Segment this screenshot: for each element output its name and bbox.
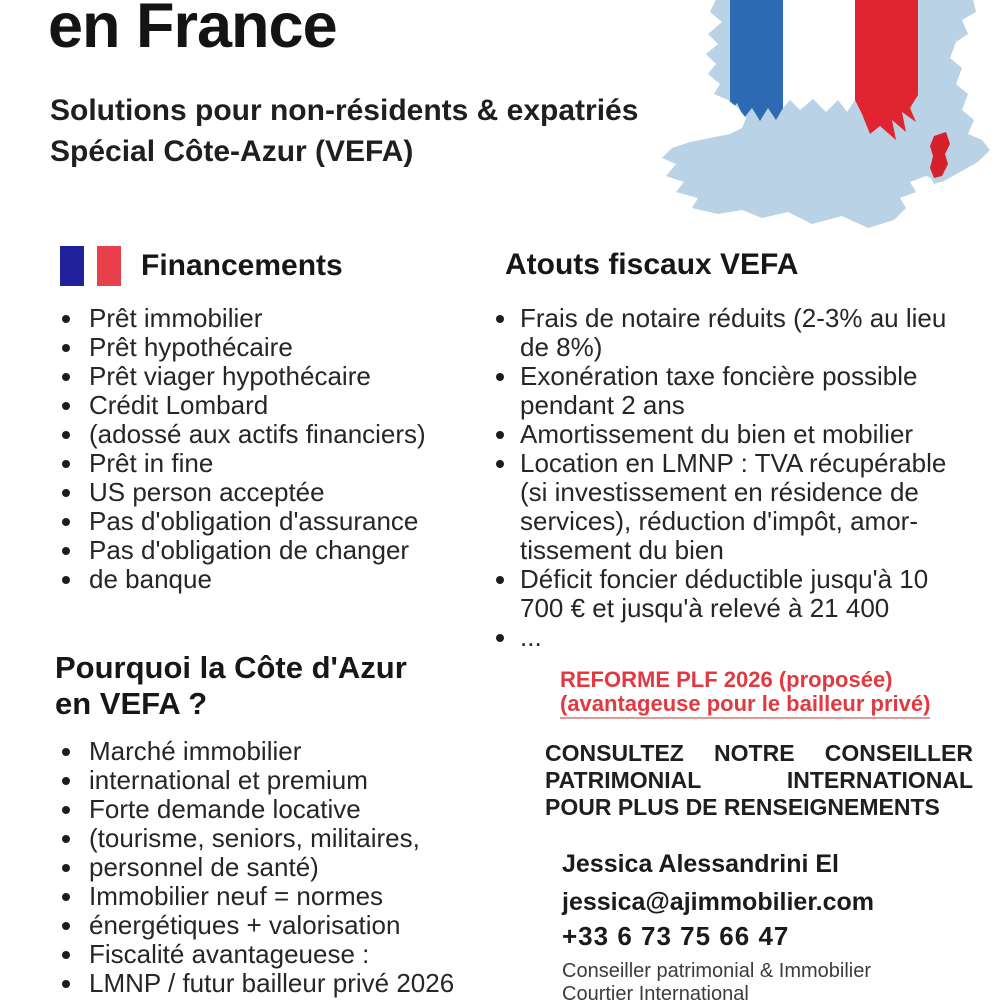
list-item: Déficit foncier déductible jusqu'à 10 700 € et jusqu'à relevé à 21 400	[496, 565, 946, 623]
page-subtitle	[50, 90, 638, 172]
list-item: Prêt in fine	[62, 449, 426, 478]
reforme-line-2: (avantageuse pour le bailleur privé)	[560, 692, 930, 719]
list-item: Immobilier neuf = normes	[62, 882, 454, 911]
atouts-title: Atouts fiscaux VEFA	[505, 248, 799, 281]
list-item: Prêt immobilier	[62, 304, 426, 333]
flag-stripe-blue	[730, 0, 783, 121]
pourquoi-title: Pourquoi la Côte d'Azur en VEFA ?	[55, 650, 407, 721]
flag-blue-band	[60, 246, 84, 286]
list-item: Forte demande locative	[62, 795, 454, 824]
list-item: Exonération taxe foncière possible pendant 2 ans	[496, 362, 946, 420]
contact-email[interactable]: jessica@ajimmobilier.com	[562, 888, 875, 916]
list-item: Pas d'obligation d'assurance	[62, 507, 426, 536]
financements-list	[62, 304, 426, 594]
contact-name: Jessica Alessandrini El	[562, 850, 840, 878]
list-item: (tourisme, seniors, militaires,	[62, 824, 454, 853]
list-item: LMNP / futur bailleur privé 2026	[62, 969, 454, 998]
contact-role-2: Courtier International	[562, 983, 749, 1000]
list-item: Fiscalité avantageuese :	[62, 940, 454, 969]
flag-white-band	[84, 246, 97, 286]
reforme-note	[560, 668, 930, 719]
list-item: Amortissement du bien et mobilier	[496, 420, 946, 449]
contact-block	[562, 850, 874, 1000]
list-item: ...	[496, 623, 946, 652]
subtitle-line-2: Spécial Côte-Azur (VEFA)	[50, 135, 414, 168]
financements-title: Financements	[141, 249, 343, 282]
flag-red-band	[97, 246, 121, 286]
list-item: Crédit Lombard	[62, 391, 426, 420]
list-item: Prêt viager hypothécaire	[62, 362, 426, 391]
list-item: personnel de santé)	[62, 853, 454, 882]
atouts-list	[496, 304, 946, 652]
page-title: en France	[48, 0, 337, 61]
french-flag-icon	[60, 246, 121, 286]
reforme-line-1: REFORME PLF 2026 (proposée)	[560, 667, 893, 692]
contact-role-1: Conseiller patrimonial & Immobilier	[562, 960, 871, 982]
contact-phone[interactable]: +33 6 73 75 66 47	[562, 921, 790, 951]
list-item: Pas d'obligation de changer	[62, 536, 426, 565]
list-item: international et premium	[62, 766, 454, 795]
list-item: Marché immobilier	[62, 737, 454, 766]
list-item: de banque	[62, 565, 426, 594]
france-map-flag-image	[650, 0, 1000, 235]
list-item: Prêt hypothécaire	[62, 333, 426, 362]
list-item: Location en LMNP : TVA récupérable (si investissement en résidence de services), réduction d'impôt, amor- tissement du bien	[496, 449, 946, 565]
flag-stripe-white	[783, 0, 855, 112]
financements-header	[60, 246, 343, 286]
list-item: Frais de notaire réduits (2-3% au lieu de 8%)	[496, 304, 946, 362]
pourquoi-list	[62, 737, 454, 998]
list-item: US person acceptée	[62, 478, 426, 507]
consultez-message: CONSULTEZ NOTRE CONSEILLER PATRIMONIAL INTERNATIONAL POUR PLUS DE RENSEIGNEMENTS	[545, 740, 973, 820]
list-item: (adossé aux actifs financiers)	[62, 420, 426, 449]
subtitle-line-1: Solutions pour non-résidents & expatriés	[50, 94, 639, 127]
list-item: énergétiques + valorisation	[62, 911, 454, 940]
